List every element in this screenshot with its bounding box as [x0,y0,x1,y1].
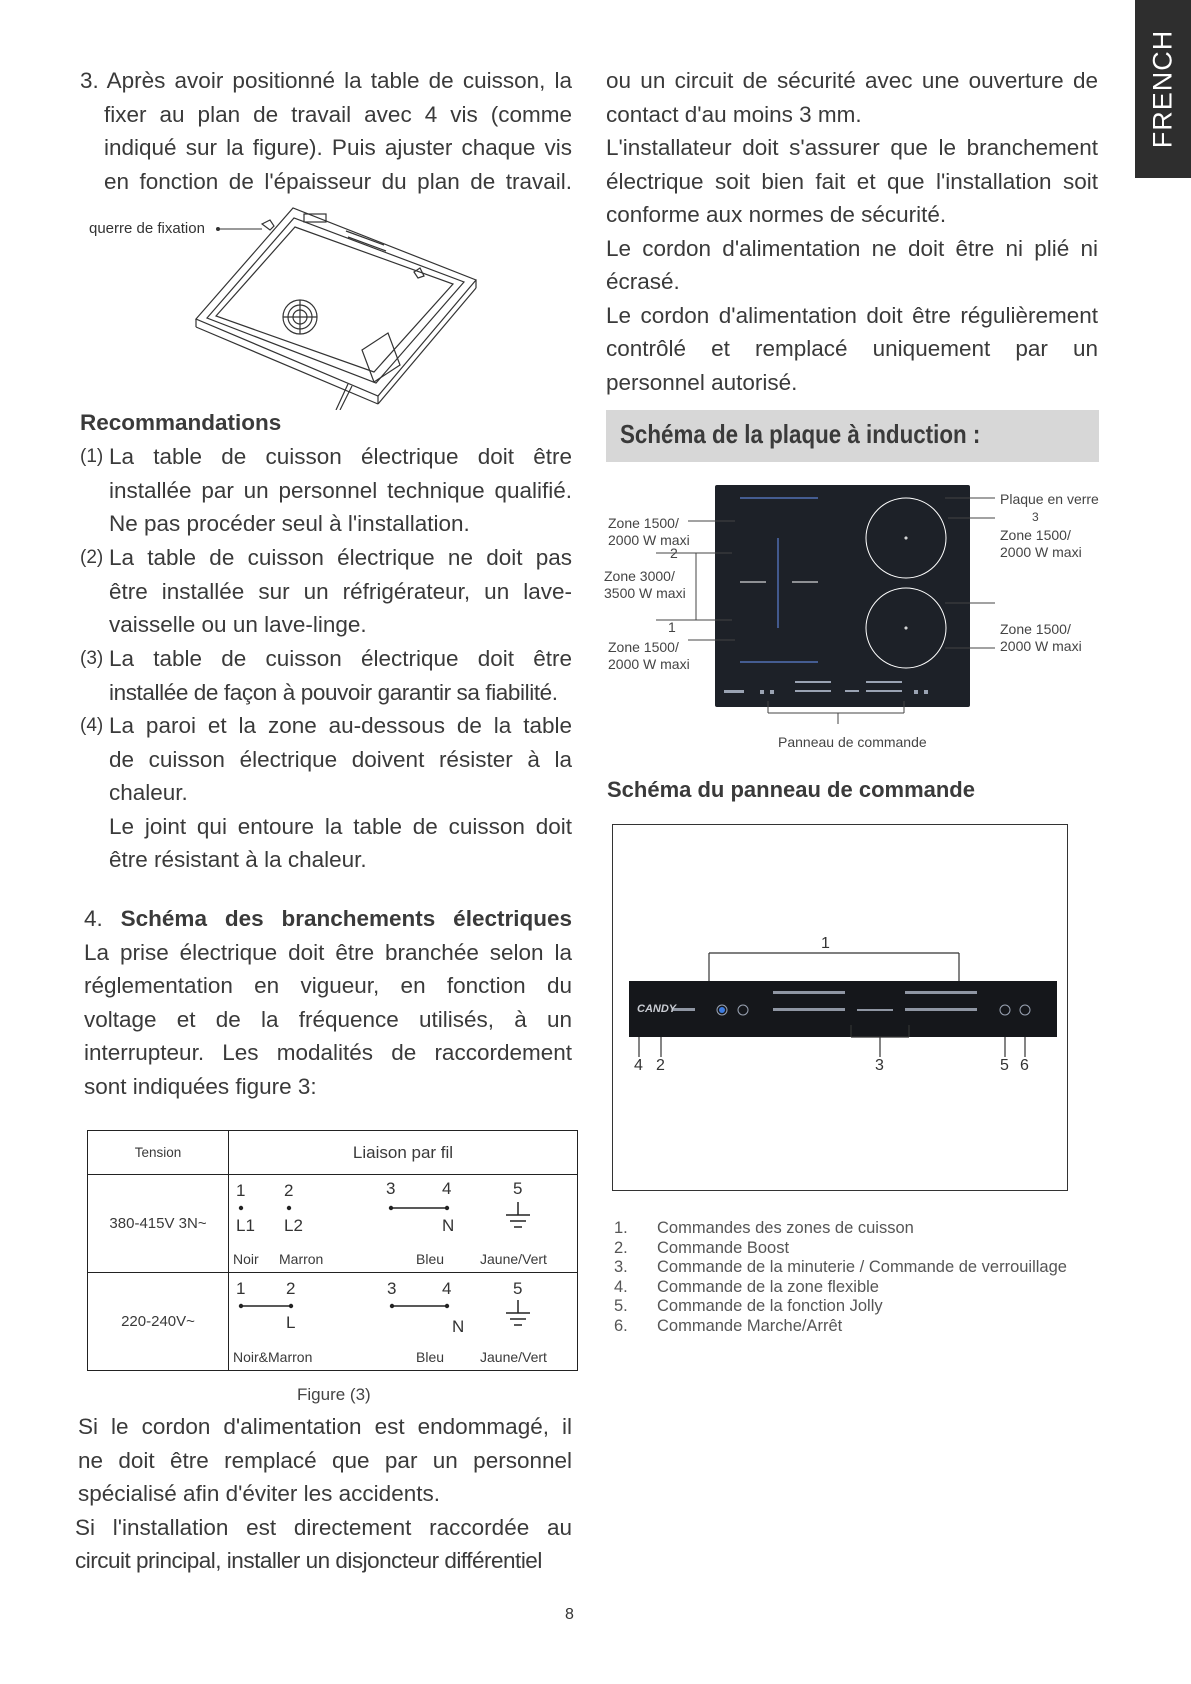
panel-heading: Schéma du panneau de commande [607,777,975,802]
legend-number: 3. [614,1258,628,1277]
section-4-title: Schéma des branchements électriques [120,906,572,931]
recommendation-number: (2) [80,547,104,568]
recommendation-line: La table de cuisson électrique doit être [109,444,572,469]
zone-number-3: 3 [1032,510,1039,524]
wiring-cell [229,1273,578,1371]
terminal-number: 5 [513,1179,523,1198]
right-intro [606,64,1098,399]
legend-number: 1. [614,1219,628,1237]
section-4-line: sont indiquées figure 3: [84,1073,317,1099]
zone-label-line: Zone 1500/ [1000,621,1071,637]
zone-label-top-right [1000,527,1082,561]
plate-heading-box [606,410,1099,462]
intro-line: électrique soit bien fait et que l'installation soit [606,168,1098,194]
section-4-line: réglementation en vigueur, en fonction du [84,973,572,998]
terminal-number: 3 [386,1179,396,1198]
terminal-number: 1 [236,1181,246,1200]
closing-line: Si l'installation est directement raccordée au [75,1514,572,1540]
phase-label: L2 [284,1216,303,1235]
section-4 [84,902,572,1103]
recommendation-line: La paroi et la zone au-dessous de la table [109,713,572,738]
closing-line: Si le cordon d'alimentation est endommagé, il [78,1414,572,1439]
item-3-line: en fonction de l'épaisseur du plan de travail. [104,168,572,194]
legend-number: 2. [614,1238,628,1257]
closing-line: ne doit être remplacé que par un personnel [78,1447,572,1473]
zone-label-bottom-right [1000,621,1082,655]
wire-color: Noir [233,1251,259,1267]
header-voltage: Tension [88,1131,229,1175]
wire-color: Noir&Marron [233,1349,313,1365]
control-panel-box [612,824,1068,1191]
zone-label-line: Zone 1500/ [1000,527,1071,543]
intro-line: contrôlé et remplacé uniquement par un [606,336,1098,361]
language-label: FRENCH [1147,29,1178,149]
wiring-cell [229,1175,578,1273]
zone-label-top-left [608,515,690,549]
recommendation-item [80,440,572,541]
zone-label-line: Zone 1500/ [608,515,679,531]
intro-line: L'installateur doit s'assurer que le branchement [606,135,1098,160]
zone-label-line: 2000 W maxi [608,656,690,672]
section-4-line: voltage et de la fréquence utilisés, à un [84,1006,572,1032]
page-number: 8 [565,1606,574,1623]
item-3-block [80,64,572,198]
intro-line: Le cordon d'alimentation ne doit être ni plié ni [606,235,1098,261]
panel-label-1: 1 [821,935,830,952]
wire-color: Jaune/Vert [480,1251,547,1267]
intro-line: Le cordon d'alimentation doit être régulièrement [606,302,1098,328]
zone-label-bottom-left [608,639,690,673]
legend-item [614,1239,1067,1259]
recommendation-line: La table de cuisson électrique doit être [109,646,572,671]
legend-item [614,1317,1067,1337]
item-3-line: 3. Après avoir positionné la table de cuisson, la [80,68,572,93]
legend-text: Commande de la minuterie / Commande de verrouillage [657,1258,1067,1277]
zone-label-line: 2000 W maxi [608,532,690,548]
voltage-cell: 380-415V 3N~ [88,1175,229,1273]
terminal-number: 2 [286,1279,296,1298]
terminal-number: 4 [442,1179,452,1198]
recommendation-line: Ne pas procéder seul à l'installation. [109,511,470,536]
panel-label-2: 2 [656,1057,665,1074]
terminal-number: 4 [442,1279,452,1298]
phase-label: L [286,1313,296,1332]
legend-text: Commande Boost [657,1238,790,1257]
language-tab [1135,0,1191,178]
item-3-line: indiqué sur la figure). Puis ajuster chaque vis [104,135,572,160]
recommendation-item [80,709,572,877]
legend-item [614,1219,1067,1239]
panel-label-3: 3 [875,1057,884,1074]
zone-label-line: 2000 W maxi [1000,638,1082,654]
section-4-line: La prise électrique doit être branchée selon la [84,939,572,965]
legend-number: 4. [614,1277,628,1296]
legend-text: Commandes des zones de cuisson [657,1219,914,1237]
phase-label: N [452,1317,465,1336]
closing-line: spécialisé afin d'éviter les accidents. [78,1481,440,1506]
closing-line: circuit principal, installer un disjoncteur différentiel [75,1548,542,1573]
zone-number-2: 2 [670,545,678,561]
recommendation-line: installée par un personnel technique qualifié. [109,477,572,503]
header-wire-link: Liaison par fil [229,1131,578,1175]
recommendation-number: (1) [80,446,104,467]
section-4-line: interrupteur. Les modalités de raccordement [84,1040,572,1065]
control-panel-drawing [613,825,1069,1192]
terminal-number: 2 [284,1181,294,1200]
wire-color: Bleu [416,1251,445,1267]
control-legend [614,1219,1067,1337]
phase-label: N [442,1216,455,1235]
intro-line: personnel autorisé. [606,369,798,395]
hob-installation-figure [86,200,486,410]
legend-item [614,1297,1067,1317]
legend-number: 5. [614,1297,628,1316]
wiring-table [87,1130,578,1371]
recommendation-line: être résistant à la chaleur. [109,847,367,872]
plate-heading: Schéma de la plaque à induction : [620,419,981,449]
recommendation-line: La table de cuisson électrique ne doit pas [109,545,572,570]
panel-label-5: 5 [1000,1057,1009,1074]
recommendations-section [80,408,572,438]
zone-number-1: 1 [668,619,676,635]
recommendation-number: (3) [80,648,104,669]
panel-label-6: 6 [1020,1057,1029,1074]
recommendation-line: Le joint qui entoure la table de cuisson doit [109,813,572,839]
phase-label: L1 [236,1216,255,1235]
figure-caption: Figure (3) [297,1385,371,1404]
section-4-number: 4. [84,906,103,931]
recommendation-line: vaisselle ou un lave-linge. [109,612,367,637]
legend-text: Commande Marche/Arrêt [657,1316,843,1335]
hob-installation-drawing [86,200,486,410]
terminal-number: 3 [387,1279,397,1298]
legend-text: Commande de la zone flexible [657,1277,879,1296]
recommendation-number: (4) [80,715,104,736]
intro-line: contact d'au moins 3 mm. [606,101,862,127]
recommendation-line: être installée sur un réfrigérateur, un lave- [109,578,572,604]
intro-line: écrasé. [606,269,680,294]
intro-line: ou un circuit de sécurité avec une ouverture de [606,68,1098,93]
recommendation-item [80,642,572,709]
bracket-label: querre de fixation [89,220,205,237]
wire-color: Jaune/Vert [480,1349,547,1365]
legend-text: Commande de la fonction Jolly [657,1297,883,1316]
recommendations-title: Recommandations [80,410,282,435]
zone-label-middle [604,568,686,602]
terminal-number: 5 [513,1279,523,1298]
glass-plate-label: Plaque en verre [1000,491,1099,507]
wire-color: Bleu [416,1349,445,1365]
recommendation-line: de cuisson électrique doivent résister à la [109,746,572,772]
control-panel-label: Panneau de commande [778,734,927,750]
induction-plate-diagram [600,478,1100,758]
zone-label-line: 3500 W maxi [604,585,686,601]
intro-line: conforme aux normes de sécurité. [606,202,947,227]
legend-item [614,1258,1067,1278]
voltage-cell: 220-240V~ [88,1273,229,1371]
recommendation-line: installée de façon à pouvoir garantir sa fiabilité. [109,679,558,705]
wire-color: Marron [279,1251,324,1267]
section-4-heading [84,902,572,936]
legend-number: 6. [614,1316,628,1335]
legend-item [614,1278,1067,1298]
closing-paragraph [75,1410,572,1578]
item-3-line: fixer au plan de travail avec 4 vis (comme [104,101,572,127]
zone-label-line: Zone 1500/ [608,639,679,655]
zone-label-line: 2000 W maxi [1000,544,1082,560]
recommendation-line: chaleur. [109,780,188,805]
recommendation-item [80,541,572,642]
panel-label-4: 4 [634,1057,643,1074]
brand-logo: CANDY [637,1003,677,1015]
terminal-number: 1 [236,1279,246,1298]
zone-label-line: Zone 3000/ [604,568,675,584]
